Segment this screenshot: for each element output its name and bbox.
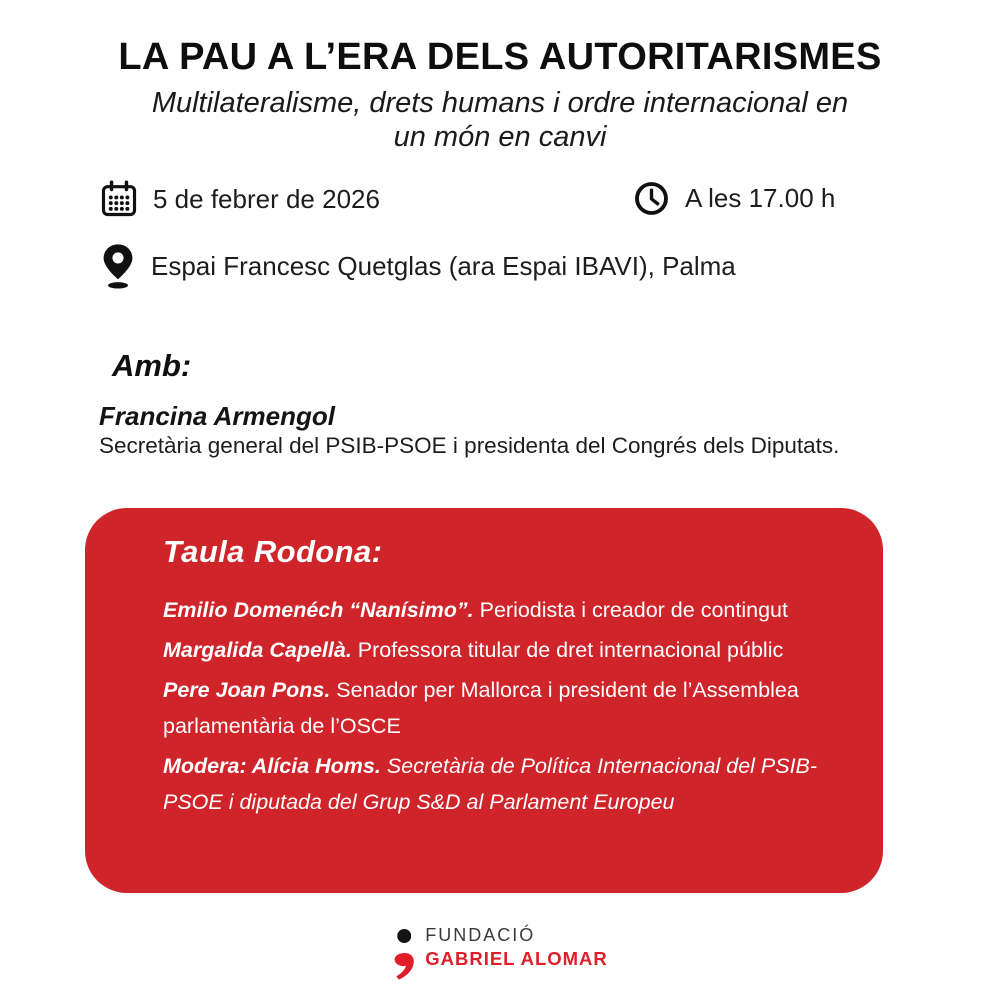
logo-dot-icon — [397, 929, 411, 948]
calendar-icon — [100, 180, 138, 218]
panel-member — [163, 672, 855, 744]
location-pin-icon — [100, 244, 136, 289]
org-name-line2: GABRIEL ALOMAR — [425, 948, 608, 969]
panel-member-name: Emilio Domenéch “Nanísimo”. — [163, 598, 474, 622]
clock-icon — [633, 180, 670, 217]
round-table-heading: Taula Rodona: — [163, 534, 383, 569]
event-location: Espai Francesc Quetglas (ara Espai IBAVI), Palma — [151, 251, 736, 281]
event-subtitle: Multilateralisme, drets humans i ordre internacional en un món en canvi — [151, 87, 849, 154]
logo-marks — [392, 924, 416, 985]
organization-logo — [392, 924, 608, 985]
event-time: A les 17.00 h — [685, 183, 836, 213]
logo-comma-icon — [394, 953, 414, 985]
round-table-panel — [85, 508, 883, 893]
panel-member-name: Modera: Alícia Homs. — [163, 754, 381, 778]
panel-member-role: Periodista i creador de contingut — [479, 598, 788, 622]
event-date: 5 de febrer de 2026 — [153, 183, 380, 214]
panel-member-name: Margalida Capellà. — [163, 638, 352, 662]
speaker-role: Secretària general del PSIB-PSOE i presidenta del Congrés dels Diputats. — [99, 433, 840, 458]
speaker-name: Francina Armengol — [99, 401, 335, 431]
event-location-row — [100, 244, 736, 289]
panel-member-role: Professora titular de dret internacional públic — [357, 638, 784, 662]
panel-member — [163, 592, 855, 628]
event-time-row — [633, 180, 835, 217]
panel-member — [163, 632, 855, 668]
panel-member-role: Secretària de Política Internacional del PSIB-PSOE i diputada del Grup S&D al Parlament Europeu — [163, 754, 818, 814]
panel-member-name: Pere Joan Pons. — [163, 678, 331, 702]
with-heading: Amb: — [112, 348, 192, 383]
org-name — [425, 924, 608, 985]
page-title: LA PAU A L’ERA DELS AUTORITARISMES — [118, 36, 882, 78]
event-date-row — [100, 180, 380, 218]
panel-member — [163, 748, 855, 820]
org-name-line1: FUNDACIÓ — [425, 925, 536, 945]
panel-member-role: Senador per Mallorca i president de l’Assemblea parlamentària de l’OSCE — [163, 678, 799, 738]
